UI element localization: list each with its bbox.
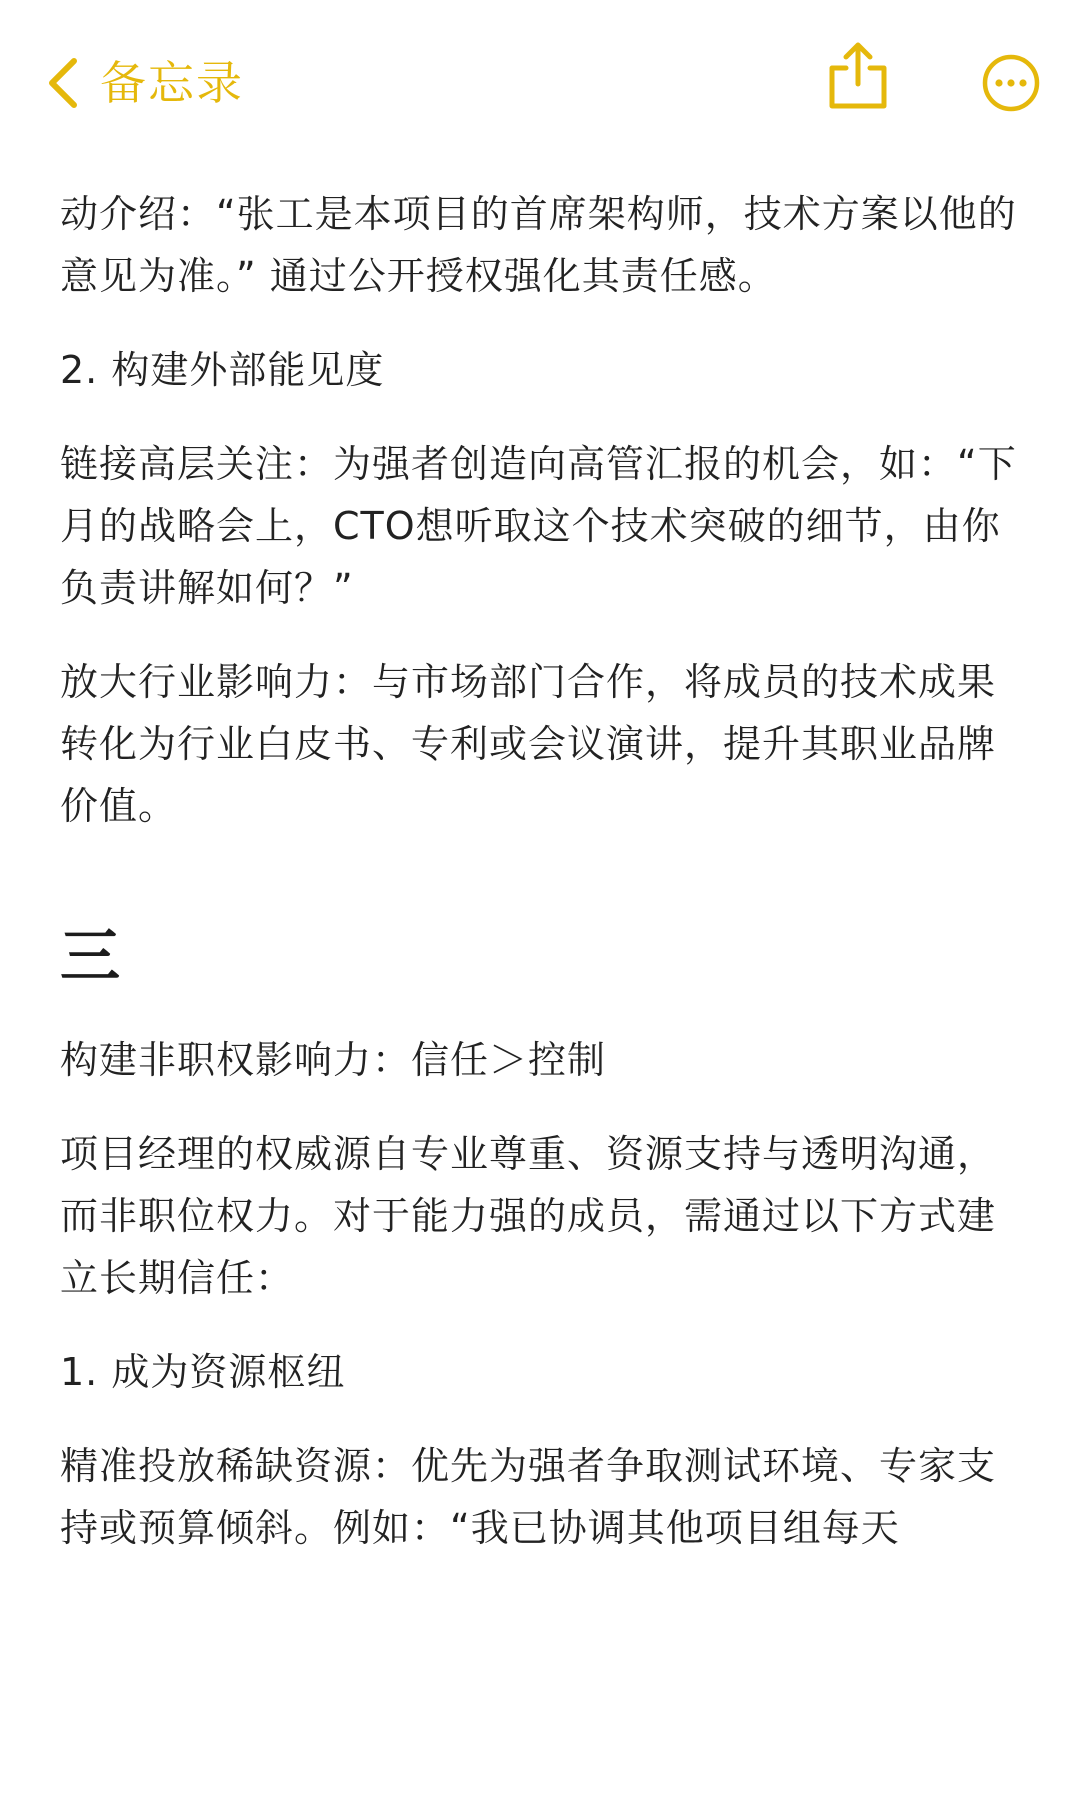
section-heading: 三 (60, 922, 120, 992)
note-paragraph: 动介绍：“张工是本项目的首席架构师，技术方案以他的意见为准。” 通过公开授权强化其责任感。 (60, 192, 1017, 298)
note-paragraph: 放大行业影响力：与市场部门合作，将成员的技术成果转化为行业白皮书、专利或会议演讲，提升其职业品牌价值。 (60, 660, 997, 828)
note-subheading: 1. 成为资源枢纽 (60, 1350, 346, 1394)
note-subheading: 构建非职权影响力：信任＞控制 (60, 1038, 607, 1082)
note-body[interactable] (60, 183, 1030, 1591)
back-label: 备忘录 (100, 56, 244, 110)
share-icon[interactable] (826, 40, 890, 112)
back-button[interactable] (44, 48, 244, 118)
note-paragraph: 精准投放稀缺资源：优先为强者争取测试环境、专家支持或预算倾斜。例如：“我已协调其他项目组每天 (60, 1444, 997, 1550)
note-subheading: 2. 构建外部能见度 (60, 348, 385, 392)
more-icon[interactable] (982, 54, 1040, 112)
note-paragraph: 项目经理的权威源自专业尊重、资源支持与透明沟通，而非职位权力。对于能力强的成员，需通过以下方式建立长期信任： (60, 1132, 997, 1300)
note-paragraph: 链接高层关注：为强者创造向高管汇报的机会，如：“下月的战略会上，CTO想听取这个技术突破的细节，由你负责讲解如何？” (60, 442, 1017, 610)
navigation-bar (0, 0, 1080, 160)
chevron-left-icon (44, 55, 84, 111)
